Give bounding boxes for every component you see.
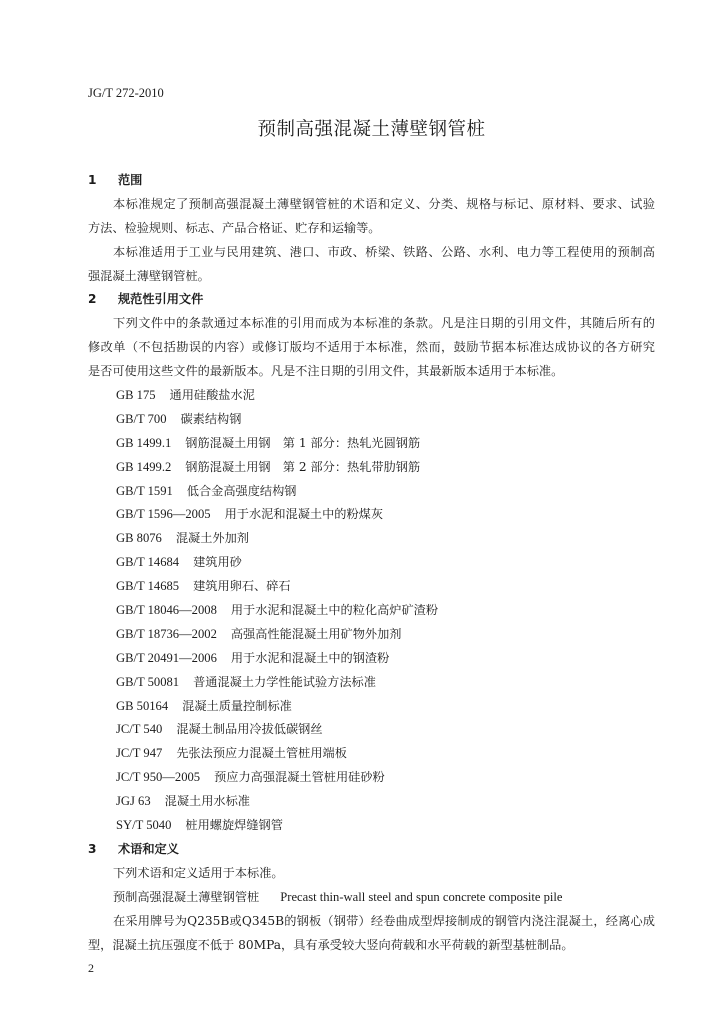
paragraph-line: 方法、检验规则、标志、产品合格证、贮存和运输等。	[88, 220, 381, 235]
reference-item	[88, 623, 655, 647]
term-entry	[88, 886, 655, 910]
reference-code: GB/T 14685	[116, 579, 180, 594]
term-chinese: 预制高强混凝土薄壁钢管桩	[113, 889, 260, 904]
section-title: 范围	[118, 173, 143, 187]
reference-title: 建筑用卵石、碎石	[193, 579, 291, 594]
reference-title: 混凝土外加剂	[175, 531, 249, 546]
reference-item	[88, 742, 655, 766]
reference-item	[88, 647, 655, 671]
reference-code: GB/T 1596—2005	[116, 507, 211, 522]
reference-title: 高强高性能混凝土用矿物外加剂	[230, 626, 402, 641]
reference-item	[88, 432, 655, 456]
reference-title: 混凝土质量控制标准	[182, 698, 292, 713]
reference-code: SY/T 5040	[116, 818, 172, 833]
section-number: 1	[88, 173, 97, 187]
reference-item	[88, 527, 655, 551]
reference-title: 碳素结构钢	[180, 411, 242, 426]
paragraph-line: 本标准适用于工业与民用建筑、港口、市政、桥梁、铁路、公路、水利、电力等工程使用的预制高	[113, 244, 655, 259]
reference-item	[88, 599, 655, 623]
reference-title: 用于水泥和混凝土中的粒化高炉矿渣粉	[230, 603, 439, 618]
reference-title: 混凝土用水标准	[164, 794, 250, 809]
reference-title: 建筑用砂	[193, 555, 242, 570]
document-body	[88, 169, 655, 957]
reference-code: GB/T 18046—2008	[116, 603, 217, 618]
reference-item	[88, 408, 655, 432]
document-title: 预制高强混凝土薄壁钢管桩	[257, 119, 486, 140]
reference-code: GB/T 1591	[116, 483, 173, 498]
paragraph-line: 下列术语和定义适用于本标准。	[113, 865, 284, 880]
reference-title: 用于水泥和混凝土中的钢渣粉	[230, 650, 390, 665]
paragraph-line: 强混凝土薄壁钢管桩。	[88, 268, 210, 283]
reference-item	[88, 480, 655, 504]
section-title: 术语和定义	[118, 841, 179, 856]
reference-code: GB/T 18736—2002	[116, 626, 217, 641]
definition-line: 在采用牌号为Q235B或Q345B的钢板（钢带）经卷曲成型焊接制成的钢管内浇注混凝土，经离心成	[113, 913, 655, 928]
page-number: 2	[88, 961, 94, 975]
reference-code: GB 175	[116, 388, 156, 403]
reference-code: GB 8076	[116, 531, 162, 546]
reference-title: 钢筋混凝土用钢 第 1 部分：热轧光圆钢筋	[185, 435, 421, 450]
reference-code: GB/T 50081	[116, 674, 180, 689]
reference-title: 桩用螺旋焊缝钢管	[185, 818, 283, 833]
reference-item	[88, 671, 655, 695]
reference-title: 用于水泥和混凝土中的粉煤灰	[224, 507, 384, 522]
paragraph-line: 下列文件中的条款通过本标准的引用而成为本标准的条款。凡是注日期的引用文件，其随后所有的	[113, 316, 655, 331]
reference-title: 通用硅酸盐水泥	[169, 388, 255, 403]
reference-title: 普通混凝土力学性能试验方法标准	[193, 674, 376, 689]
reference-code: GB 1499.1	[116, 435, 172, 450]
section-number: 2	[88, 292, 97, 307]
reference-item	[88, 790, 655, 814]
reference-item	[88, 503, 655, 527]
reference-title: 钢筋混凝土用钢 第 2 部分：热轧带肋钢筋	[185, 459, 421, 474]
section-1-heading	[88, 169, 655, 193]
reference-item	[88, 456, 655, 480]
reference-item	[88, 766, 655, 790]
section-number: 3	[88, 841, 97, 856]
reference-title: 混凝土制品用冷拔低碳钢丝	[176, 722, 323, 737]
reference-item	[88, 695, 655, 719]
paragraph-line: 是否可使用这些文件的最新版本。凡是不注日期的引用文件，其最新版本适用于本标准。	[88, 364, 564, 379]
section-3-heading	[88, 838, 655, 862]
reference-item	[88, 575, 655, 599]
reference-code: GB 50164	[116, 698, 169, 713]
reference-code: JC/T 947	[116, 746, 163, 761]
reference-code: GB 1499.2	[116, 459, 172, 474]
reference-item	[88, 814, 655, 838]
section-2-heading	[88, 288, 655, 312]
standard-code-header: JG/T 272-2010	[88, 86, 164, 100]
reference-code: JC/T 950—2005	[116, 770, 201, 785]
reference-title: 先张法预应力混凝土管桩用端板	[176, 746, 347, 761]
reference-code: GB/T 700	[116, 411, 167, 426]
paragraph-line: 本标准规定了预制高强混凝土薄壁钢管桩的术语和定义、分类、规格与标记、原材料、要求、试验	[113, 196, 655, 211]
reference-title: 预应力高强混凝土管桩用硅砂粉	[214, 770, 385, 785]
section-title: 规范性引用文件	[118, 292, 204, 307]
reference-code: JGJ 63	[116, 794, 151, 809]
reference-code: JC/T 540	[116, 722, 163, 737]
reference-item	[88, 551, 655, 575]
definition-line: 型，混凝土抗压强度不低于 80MPa，具有承受较大竖向荷载和水平荷载的新型基桩制品。	[88, 937, 574, 952]
reference-code: GB/T 20491—2006	[116, 650, 217, 665]
reference-code: GB/T 14684	[116, 555, 180, 570]
reference-title: 低合金高强度结构钢	[186, 483, 297, 498]
reference-item	[88, 384, 655, 408]
term-english: Precast thin-wall steel and spun concrete composite pile	[280, 889, 563, 904]
reference-item	[88, 718, 655, 742]
paragraph-line: 修改单（不包括勘误的内容）或修订版均不适用于本标准，然而，鼓励节据本标准达成协议的各方研究	[88, 340, 655, 355]
